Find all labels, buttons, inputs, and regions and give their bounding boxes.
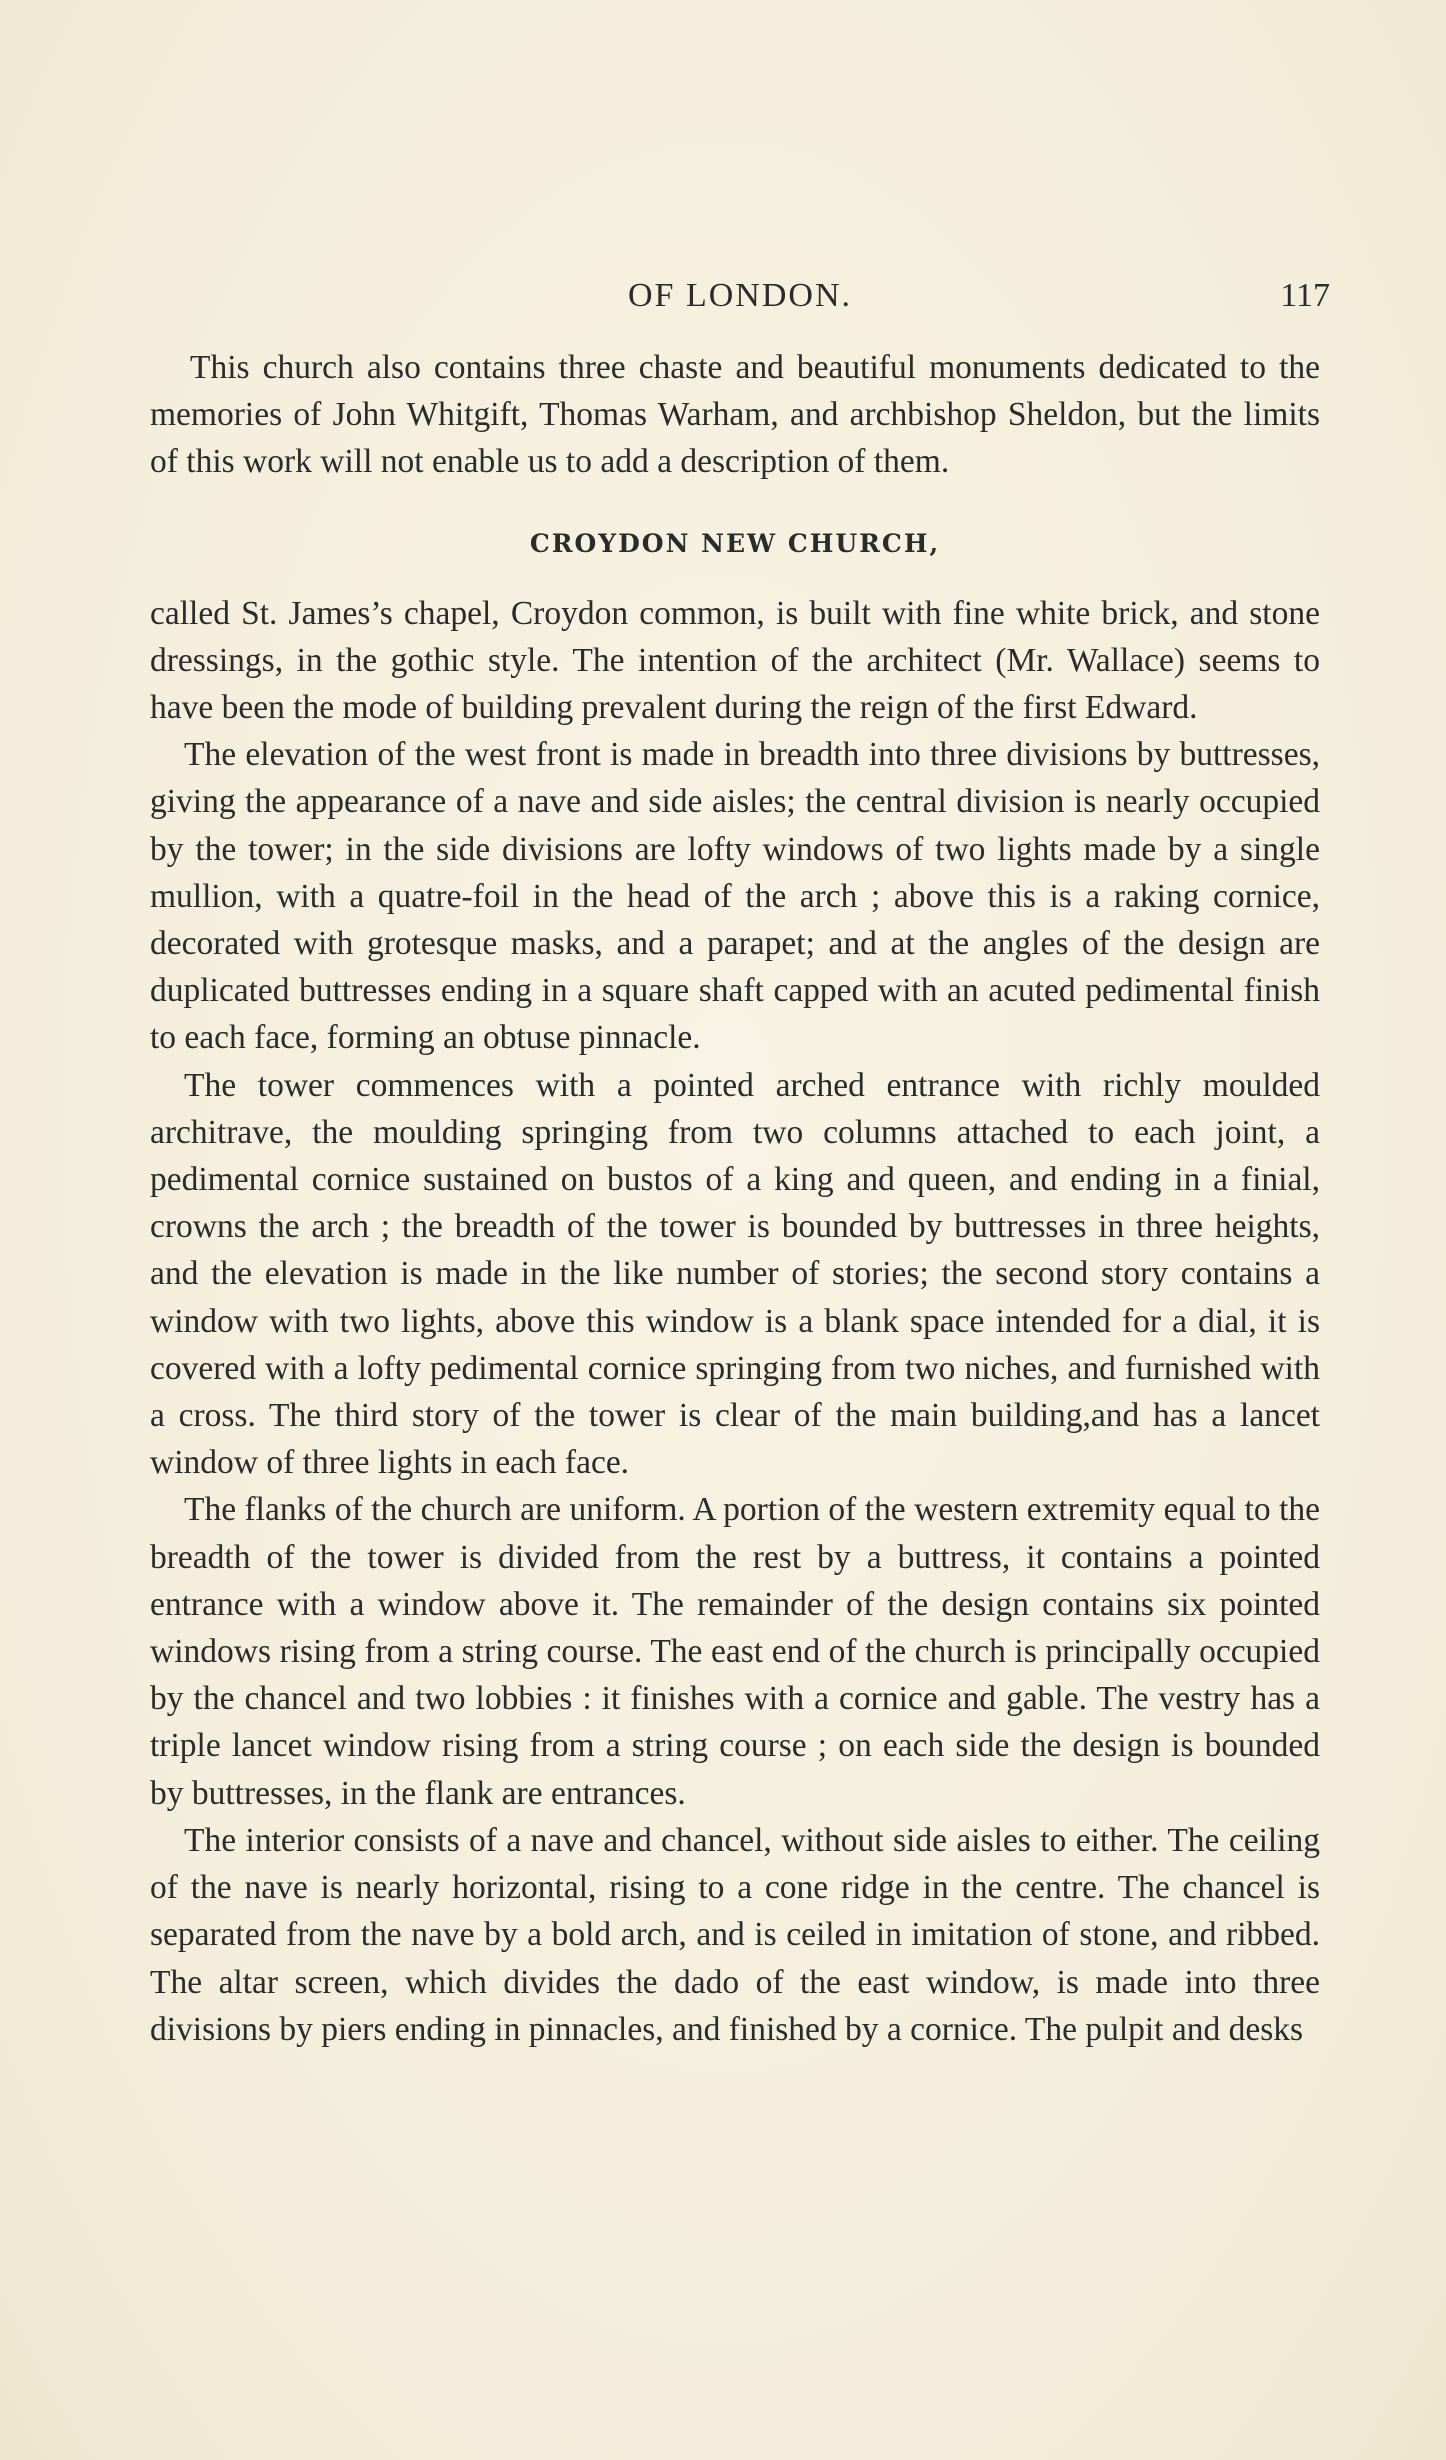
running-head: [150, 272, 1330, 320]
body-text: [150, 344, 1320, 2053]
running-title: OF LONDON.: [628, 277, 852, 314]
paragraph-monuments: This church also contains three chaste and beautiful monuments dedicated to the memories of John Whitgift, Thomas Warham, and archbishop Sheldon, but the limits of this work will not enable us to add a description of them.: [150, 349, 1320, 481]
paragraph-intro: called St. James’s chapel, Croydon common, is built with fine white brick, and stone dressings, in the gothic style. The intention of the architect (Mr. Wallace) seems to have been the mode of building prevalent during the reign of the first Edward.: [150, 594, 1320, 727]
paragraph-interior: The interior consists of a nave and chancel, without side aisles to either. The ceiling of the nave is nearly horizontal, rising to a cone ridge in the centre. The chancel is separated from the nave by a bold arch, and is ceiled in imitation of stone, and ribbed. The altar screen, which divides the dado of the east window, is made into three divisions by piers ending in pinnacles, and finished by a cornice. The pulpit and desks: [150, 1821, 1320, 2048]
paragraph-west-front: The elevation of the west front is made in breadth into three divisions by buttresses, giving the appearance of a nave and side aisles; the central division is nearly occupied by the tower; in the side divisions are lofty windows of two lights made by a single mullion, with a quatre-foil in the head of the arch ; above this is a raking cornice, decorated with grotesque masks, and a parapet; and at the angles of the design are duplicated buttresses ending in a square shaft capped with an acuted pedimental finish to each face, forming an obtuse pinnacle.: [150, 736, 1320, 1057]
paragraph-flanks: The flanks of the church are uniform. A portion of the western extremity equal to the breadth of the tower is divided from the rest by a buttress, it contains a pointed entrance with a window above it. The remainder of the design contains six pointed windows rising from a string course. The east end of the church is principally occupied by the chancel and two lobbies : it finishes with a cornice and gable. The vestry has a triple lancet window rising from a string course ; on each side the design is bounded by buttresses, in the flank are entrances.: [150, 1491, 1320, 1812]
paragraph-tower: The tower commences with a pointed arched entrance with richly moulded architrave, the moulding springing from two columns attached to each joint, a pedimental cornice sustained on bustos of a king and queen, and ending in a finial, crowns the arch ; the breadth of the tower is bounded by buttresses in three heights, and the elevation is made in the like number of stories; the second story contains a window with two lights, above this window is a blank space intended for a dial, it is covered with a lofty pedimental cornice springing from two niches, and furnished with a cross. The third story of the tower is clear of the main building,and has a lancet window of three lights in each face.: [150, 1066, 1320, 1482]
page-number: 117: [1280, 277, 1330, 314]
section-heading: CROYDON NEW CHURCH,: [529, 528, 941, 558]
